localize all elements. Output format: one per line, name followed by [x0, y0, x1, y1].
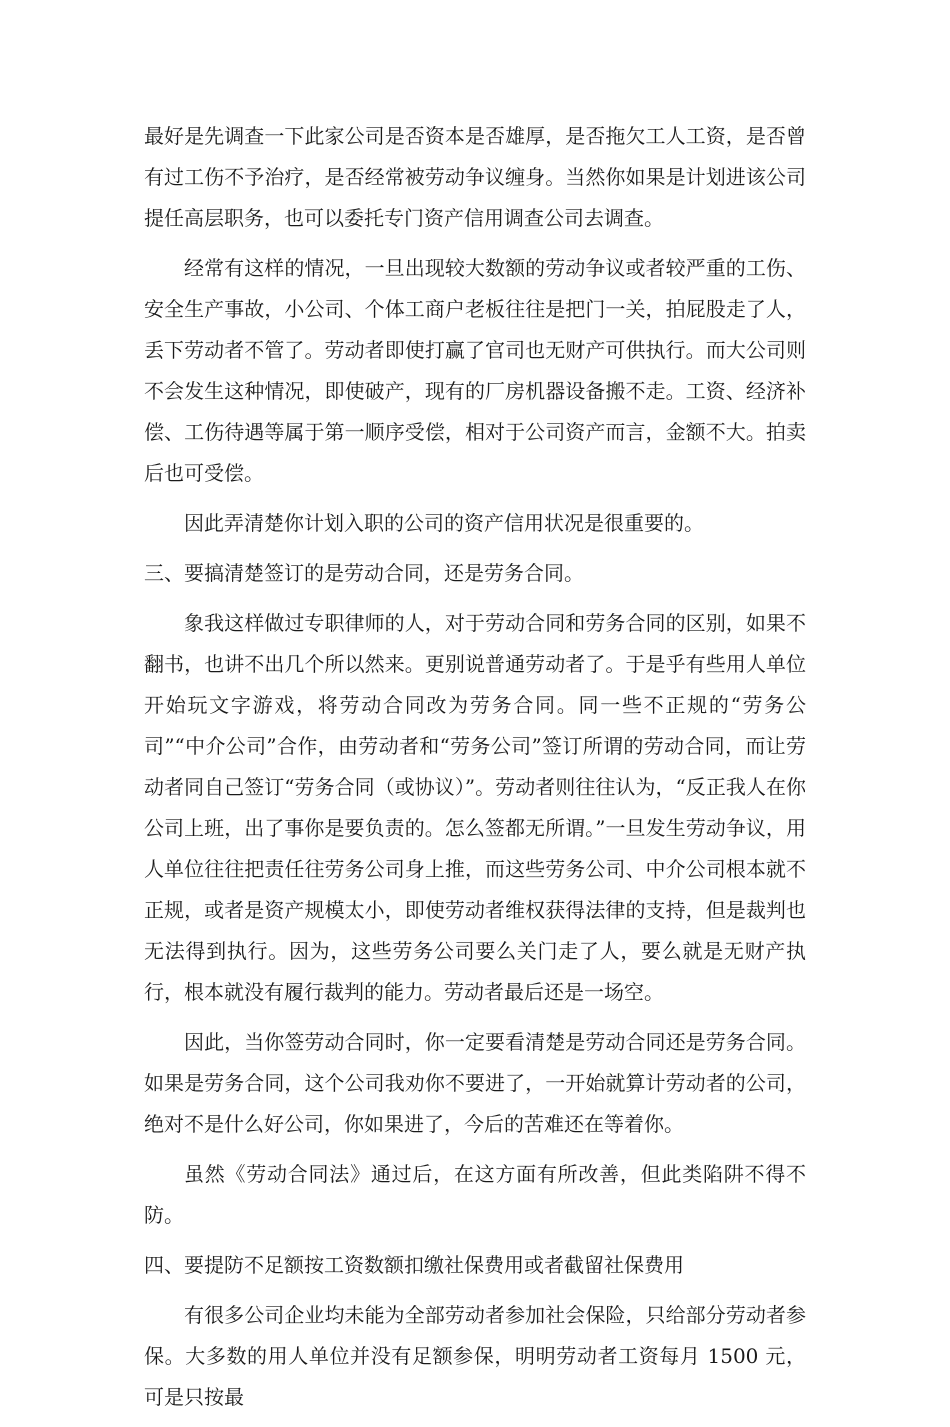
section-heading-4: 四、要提防不足额按工资数额扣缴社保费用或者截留社保费用	[144, 1253, 684, 1277]
paragraph-labor-vs-service-contract: 象我这样做过专职律师的人，对于劳动合同和劳务合同的区别，如果不翻书，也讲不出几个所以然来。更别说普通劳动者了。于是乎有些用人单位开始玩文字游戏，将劳动合同改为劳务合同。同一些不正规的“劳务公司”“中介公司”合作，由劳动者和“劳务公司”签订所谓的劳动合同，而让劳动者同自己签订“劳务合同（或协议）”。劳动者则往往认为，“反正我人在你公司上班，出了事你是要负责的。怎么签都无所谓。”一旦发生劳动争议，用人单位往往把责任往劳务公司身上推，而这些劳务公司、中介公司根本就不正规，或者是资产规模太小，即使劳动者维权获得法律的支持，但是裁判也无法得到执行。因为，这些劳务公司要么关门走了人，要么就是无财产执行，根本就没有履行裁判的能力。劳动者最后还是一场空。	[144, 611, 806, 1004]
paragraph-law-note: 虽然《劳动合同法》通过后，在这方面有所改善，但此类陷阱不得不防。	[144, 1162, 806, 1227]
paragraph-social-insurance: 有很多公司企业均未能为全部劳动者参加社会保险，只给部分劳动者参保。大多数的用人单位并没有足额参保，明明劳动者工资每月 1500 元，可是只按最	[144, 1303, 806, 1409]
paragraph-contract-advice: 因此，当你签劳动合同时，你一定要看清楚是劳动合同还是劳务合同。如果是劳务合同，这个公司我劝你不要进了，一开始就算计劳动者的公司，绝对不是什么好公司，你如果进了，今后的苦难还在等着你。	[144, 1030, 806, 1136]
paragraph-conclusion-credit: 因此弄清楚你计划入职的公司的资产信用状况是很重要的。	[184, 511, 704, 535]
paragraph-labor-dispute-risks: 经常有这样的情况，一旦出现较大数额的劳动争议或者较严重的工伤、安全生产事故，小公司、个体工商户老板往往是把门一关，拍屁股走了人，丢下劳动者不管了。劳动者即使打赢了官司也无财产可供执行。而大公司则不会发生这种情况，即使破产，现有的厂房机器设备搬不走。工资、经济补偿、工伤待遇等属于第一顺序受偿，相对于公司资产而言，金额不大。拍卖后也可受偿。	[144, 256, 806, 485]
paragraph-continuation: 最好是先调查一下此家公司是否资本是否雄厚，是否拖欠工人工资，是否曾有过工伤不予治疗，是否经常被劳动争议缠身。当然你如果是计划进该公司提任高层职务，也可以委托专门资产信用调查公司去调查。	[144, 124, 806, 230]
document-body	[144, 116, 806, 1427]
section-heading-3: 三、要搞清楚签订的是劳动合同，还是劳务合同。	[144, 561, 584, 585]
